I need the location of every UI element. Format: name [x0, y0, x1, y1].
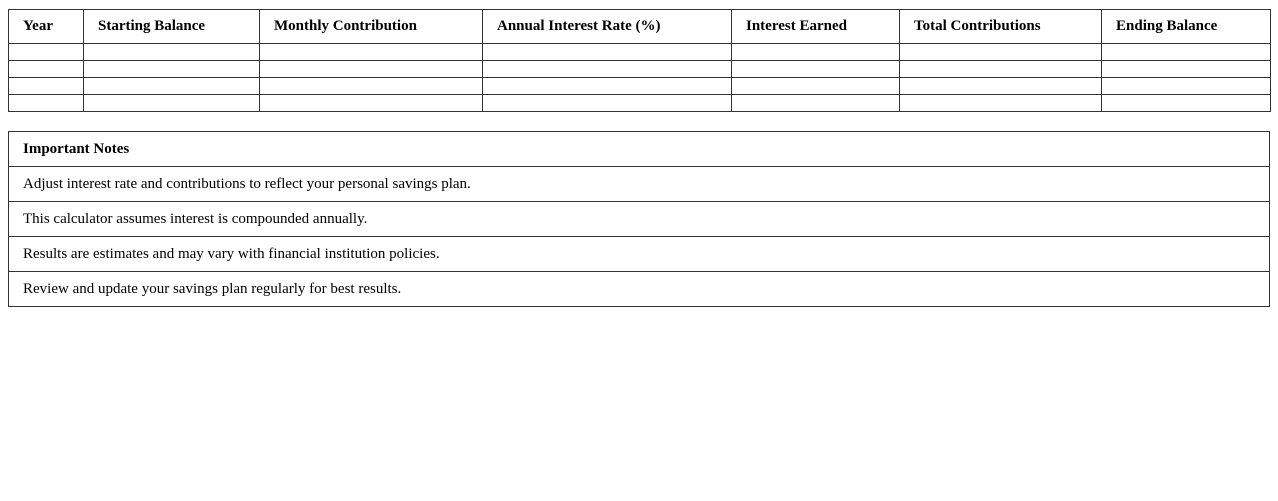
table-cell — [9, 95, 84, 112]
column-header-total-contributions: Total Contributions — [900, 10, 1102, 44]
table-row — [9, 44, 1271, 61]
column-header-ending-balance: Ending Balance — [1102, 10, 1271, 44]
table-cell — [483, 44, 732, 61]
table-cell — [9, 44, 84, 61]
savings-calculator-table — [8, 9, 1271, 112]
note-item: This calculator assumes interest is compounded annually. — [9, 202, 1270, 237]
table-cell — [483, 61, 732, 78]
table-cell — [1102, 95, 1271, 112]
column-header-interest-earned: Interest Earned — [732, 10, 900, 44]
table-cell — [732, 61, 900, 78]
column-header-starting-balance: Starting Balance — [84, 10, 260, 44]
table-cell — [1102, 44, 1271, 61]
table-cell — [732, 95, 900, 112]
table-cell — [84, 78, 260, 95]
table-cell — [1102, 61, 1271, 78]
note-row — [9, 272, 1270, 307]
column-header-annual-interest-rate: Annual Interest Rate (%) — [483, 10, 732, 44]
table-cell — [9, 61, 84, 78]
note-row — [9, 202, 1270, 237]
column-header-year: Year — [9, 10, 84, 44]
table-cell — [1102, 78, 1271, 95]
table-cell — [483, 95, 732, 112]
table-cell — [84, 44, 260, 61]
table-cell — [260, 78, 483, 95]
table-cell — [732, 44, 900, 61]
table-cell — [9, 78, 84, 95]
column-header-monthly-contribution: Monthly Contribution — [260, 10, 483, 44]
table-header-row — [9, 10, 1271, 44]
table-row — [9, 61, 1271, 78]
table-cell — [900, 78, 1102, 95]
important-notes-table — [8, 131, 1270, 307]
table-cell — [900, 95, 1102, 112]
table-cell — [260, 61, 483, 78]
table-row — [9, 95, 1271, 112]
table-cell — [900, 44, 1102, 61]
table-cell — [84, 61, 260, 78]
page-content — [8, 9, 1270, 307]
table-cell — [900, 61, 1102, 78]
notes-header-row — [9, 132, 1270, 167]
table-cell — [732, 78, 900, 95]
table-cell — [260, 95, 483, 112]
note-row — [9, 167, 1270, 202]
notes-title: Important Notes — [9, 132, 1270, 167]
note-row — [9, 237, 1270, 272]
table-row — [9, 78, 1271, 95]
table-cell — [84, 95, 260, 112]
table-cell — [260, 44, 483, 61]
table-cell — [483, 78, 732, 95]
note-item: Results are estimates and may vary with financial institution policies. — [9, 237, 1270, 272]
note-item: Review and update your savings plan regularly for best results. — [9, 272, 1270, 307]
note-item: Adjust interest rate and contributions to reflect your personal savings plan. — [9, 167, 1270, 202]
